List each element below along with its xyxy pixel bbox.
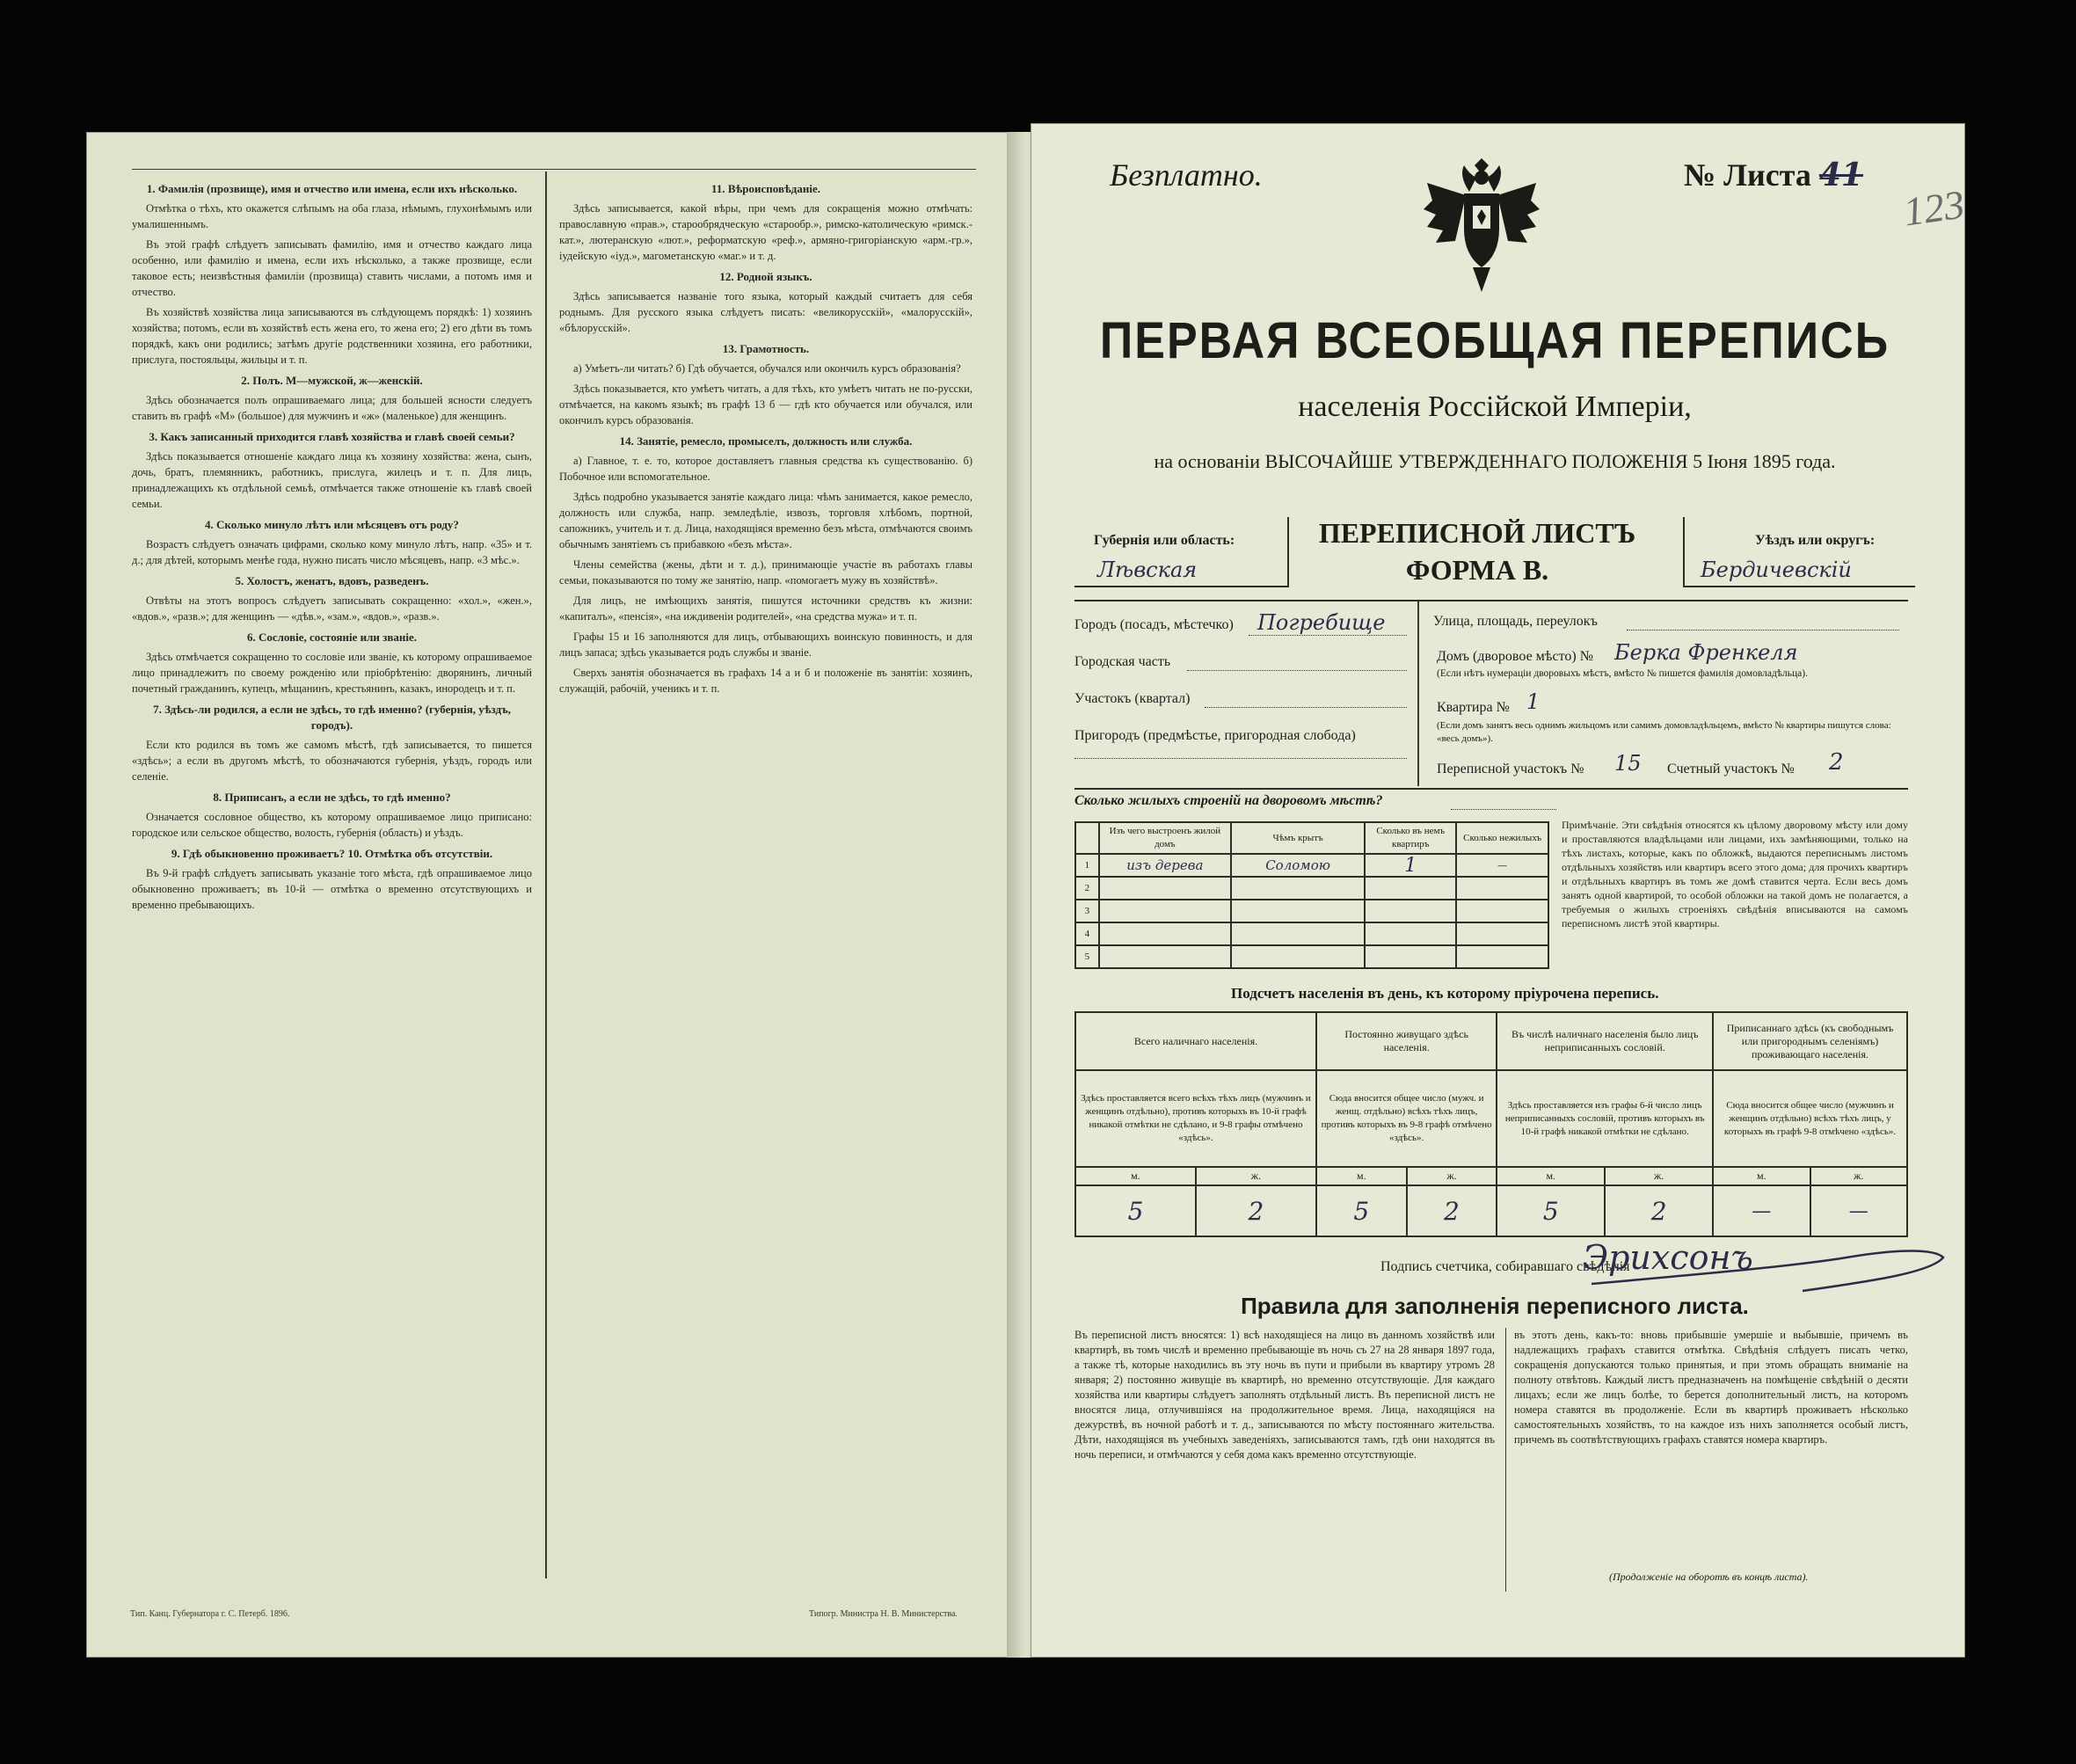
document-subtitle: населенія Россійской Имперіи,	[1298, 390, 1692, 423]
quarter-line	[1205, 707, 1407, 708]
form-letter: ФОРМА В.	[1405, 554, 1549, 586]
building-other: —	[1456, 854, 1548, 877]
pop-value-unregistered-female: 2	[1605, 1185, 1713, 1236]
buildings-header-roof: Чѣмъ крытъ	[1231, 822, 1365, 854]
building-apartments	[1365, 900, 1456, 922]
city-part-label: Городская часть	[1074, 654, 1171, 669]
population-title: Подсчетъ населенія въ день, къ которому пріурочена перепись.	[1231, 985, 1659, 1002]
uezd-label: Уѣздъ или округъ:	[1755, 533, 1876, 548]
apartment-note: (Если домъ занятъ весь однимъ жильцомъ или самимъ домовладѣльцемъ, вмѣсто № квартиры пишутся слова: «весь домъ»).	[1437, 720, 1891, 744]
section-paragraph: Здѣсь записывается, какой вѣры, при чемъ для сокращенія можно отмѣчать: православную «прав.», старообрядческую «старообр.», римско-католическую «римск.-кат.», лютеранскую «лют.», реформатскую «реф.», армяно-григоріанскую «арм.-гр.», іудейскую «іуд.», магометанскую «маг.» и т. д.	[559, 202, 972, 262]
section-paragraph: Графы 15 и 16 заполняются для лицъ, отбывающихъ воинскую повинность, и для лицъ запаса; здѣсь указывается родъ службы и званіе.	[559, 631, 972, 659]
section-heading: 2. Полъ. М—мужской, ж—женскій.	[241, 374, 423, 387]
building-apartments	[1365, 922, 1456, 945]
section-heading: 8. Приписанъ, а если не здѣсь, то гдѣ именно?	[213, 791, 451, 804]
buildings-col-number	[1075, 822, 1099, 854]
apartment-label: Квартира №	[1437, 700, 1510, 715]
count-district-label: Счетный участокъ №	[1667, 762, 1795, 776]
section-heading: 9. Гдѣ обыкновенно проживаетъ? 10. Отмѣтка объ отсутствіи.	[171, 847, 493, 860]
rules-divider	[1505, 1328, 1506, 1592]
building-roof	[1231, 877, 1365, 900]
buildings-header-apartments: Сколько въ немъ квартиръ	[1365, 822, 1456, 854]
section-paragraph: Члены семейства (жены, дѣти и т. д.), принимающіе участіе въ работахъ главы семьи, показываются по тому же занятію, напр. «помогаетъ мужу въ хозяйствѣ».	[559, 558, 972, 587]
building-material	[1099, 922, 1231, 945]
section-paragraph: Здѣсь подробно указывается занятіе каждаго лица: чѣмъ занимается, какое ремесло, должность или служба, напр. земледѣліе, извозъ, торговля хлѣбомъ, портной, сапожникъ, учитель и т. д. Лица, находящіяся временно безъ мѣста, отмѣчаются своимъ обычнымъ занятіемъ съ прибавкою «безъ мѣста».	[559, 491, 972, 550]
building-material: изъ дерева	[1099, 854, 1231, 877]
sex-male-label: м.	[1497, 1167, 1605, 1185]
building-apartments	[1365, 945, 1456, 968]
count-district-value: 2	[1829, 749, 1844, 776]
section-paragraph: Въ 9-й графѣ слѣдуетъ записывать указаніе того мѣста, гдѣ опрашиваемое лицо обыкновенно проживаетъ; въ 10-й — отмѣтка о временно отсутствующихъ и временно пребывающихъ.	[132, 867, 532, 911]
buildings-row	[1075, 922, 1548, 945]
building-roof: Соломою	[1231, 854, 1365, 877]
building-other	[1456, 900, 1548, 922]
census-district-value: 15	[1614, 751, 1642, 776]
pop-header-registered: Приписаннаго здѣсь (къ свободнымъ или пригороднымъ селеніямъ) проживающаго населенія.	[1713, 1012, 1907, 1070]
building-material	[1099, 900, 1231, 922]
pop-header-permanent: Постоянно живущаго здѣсь населенія.	[1316, 1012, 1497, 1070]
buildings-row	[1075, 900, 1548, 922]
section-heading: 14. Занятіе, ремесло, промыселъ, должность или служба.	[619, 434, 913, 448]
row-number: 4	[1075, 922, 1099, 945]
pop-desc-permanent: Сюда вносится общее число (мужч. и женщ. отдѣльно) всѣхъ тѣхъ лицъ, противъ которыхъ въ 9-8 графѣ отмѣчено «здѣсь».	[1316, 1070, 1497, 1167]
building-other	[1456, 922, 1548, 945]
street-line	[1627, 630, 1899, 631]
building-apartments: 1	[1365, 854, 1456, 877]
section-paragraph: Здѣсь показывается отношеніе каждаго лица къ хозяину хозяйства: жена, сынъ, дочь, братъ, племянникъ, работникъ, прислуга, жилецъ и т. п. Для лицъ, принадлежащихъ къ отдѣльной семьѣ, отмѣчается также отношеніе къ главѣ своей семьи.	[132, 450, 532, 510]
sex-female-label: ж.	[1810, 1167, 1908, 1185]
pop-value-registered-female: —	[1810, 1185, 1908, 1236]
section-paragraph: Возрастъ слѣдуетъ означать цифрами, сколько кому минуло лѣтъ, напр. «35» и т. д.; для дѣтей, которымъ менѣе года, нужно писать число мѣсяцевъ, напр. «3 мѣс.».	[132, 538, 532, 566]
street-label: Улица, площадь, переулокъ	[1433, 614, 1598, 629]
gubernia-value: Лѣвская	[1097, 558, 1198, 582]
pop-header-unregistered: Въ числѣ наличнаго населенія было лицъ неприписанныхъ сословій.	[1497, 1012, 1713, 1070]
buildings-row	[1075, 877, 1548, 900]
sheet-number	[1684, 157, 1863, 193]
gubernia-label: Губернія или область:	[1094, 533, 1235, 548]
building-roof	[1231, 945, 1365, 968]
house-note: (Если нѣтъ нумераціи дворовыхъ мѣстъ, вмѣсто № пишется фамилія домовладѣльца).	[1437, 668, 1808, 679]
pop-value-unregistered-male: 5	[1497, 1185, 1605, 1236]
section-heading: 3. Какъ записанный приходится главѣ хозяйства и главѣ своей семьи?	[149, 430, 515, 443]
document-title: ПЕРВАЯ ВСЕОБЩАЯ ПЕРЕПИСЬ	[1099, 312, 1890, 370]
suburb-line	[1074, 758, 1407, 759]
pop-value-registered-male: —	[1713, 1185, 1810, 1236]
section-paragraph: Для лицъ, не имѣющихъ занятія, пишутся источники средствъ къ жизни: «капиталъ», «пенсія», «на иждивеніи родителей», «на средства мужа» и т. п.	[559, 594, 972, 623]
building-material	[1099, 945, 1231, 968]
pop-value-present-female: 2	[1196, 1185, 1316, 1236]
section-heading: 12. Родной языкъ.	[719, 270, 812, 283]
building-other	[1456, 945, 1548, 968]
right-footer-imprint: Типогр. Министра Н. В. Министерства.	[809, 1609, 958, 1619]
signature-value: Эрихсонъ	[1583, 1238, 1753, 1277]
buildings-header-material: Изъ чего выстроенъ жилой домъ	[1099, 822, 1231, 854]
city-part-line	[1187, 670, 1407, 671]
sex-female-label: ж.	[1407, 1167, 1497, 1185]
sex-male-label: м.	[1075, 1167, 1196, 1185]
row-number: 2	[1075, 877, 1099, 900]
sex-female-label: ж.	[1196, 1167, 1316, 1185]
rules-continuation: (Продолженіе на оборотѣ въ концѣ листа).	[1609, 1571, 1809, 1583]
buildings-table	[1074, 821, 1549, 969]
section-heading: 5. Холостъ, женатъ, вдовъ, разведенъ.	[235, 574, 429, 587]
left-column-2	[559, 176, 972, 1583]
quarter-label: Участокъ (квартал)	[1074, 691, 1191, 706]
section-paragraph: Здѣсь записывается названіе того языка, который каждый считаетъ для себя роднымъ. Для русского языка слѣдуетъ писать: «великорусскій», «малорусскій», «бѣлорусскій».	[559, 290, 972, 334]
left-top-rule	[132, 169, 976, 170]
city-value: Погребище	[1257, 610, 1386, 635]
building-apartments	[1365, 877, 1456, 900]
sex-male-label: м.	[1713, 1167, 1810, 1185]
left-footer-imprint: Тип. Канц. Губернатора г. С. Петерб. 1896.	[130, 1609, 290, 1619]
row-number: 5	[1075, 945, 1099, 968]
section-heading: 6. Сословіе, состояніе или званіе.	[246, 631, 418, 644]
pencil-folio-number: 123	[1900, 181, 1968, 235]
buildings-question: Сколько жилыхъ строеній на дворовомъ мѣстѣ?	[1074, 793, 1383, 808]
section-paragraph: Въ этой графѣ слѣдуетъ записывать фамилію, имя и отчество каждаго лица особенно, или фамилію и имена, если ихъ нѣсколько, а также прозвище, если таковое есть; неизвѣстныя фамиліи (прозвища) ставить числами, а потомъ имя и отчество.	[132, 238, 532, 298]
rules-right-column: въ этотъ день, какъ-то: вновь прибывшіе умершіе и выбывшіе, причемъ въ надлежащихъ графахъ ставится отмѣтка. Свѣдѣнія слѣдуетъ писать четко, сокращенія допускаются только принятыя, и при этомъ обращать вниманіе на полноту отвѣтовъ. Каждый листъ предназначенъ на помѣщеніе свѣдѣній о десяти лицахъ; если же лицъ болѣе, то берется дополнительный листъ, на которомъ номера ставятся въ продолженіе. Если въ квартирѣ проживаетъ нѣсколько самостоятельныхъ хозяйствъ, то на каждое изъ нихъ заполняется особый листъ, причемъ въ соотвѣтствующихъ графахъ ставятся номера квартиръ.	[1514, 1329, 1908, 1446]
pop-value-permanent-female: 2	[1407, 1185, 1497, 1236]
uezd-value: Бердичевскій	[1701, 558, 1852, 582]
house-label: Домъ (дворовое мѣсто) №	[1437, 649, 1593, 664]
city-line	[1249, 635, 1407, 636]
pop-desc-unregistered: Здѣсь проставляется изъ графы 6-й число лицъ неприписанныхъ сословій, противъ которыхъ въ 10-й графѣ никакой отмѣтки не сдѣлано.	[1497, 1070, 1713, 1167]
section-heading: 11. Вѣроисповѣданіе.	[711, 182, 820, 195]
sheet-number-handwritten: 41	[1818, 157, 1863, 193]
form-title: ПЕРЕПИСНОЙ ЛИСТЪ	[1318, 517, 1636, 549]
pop-header-present: Всего наличнаго населенія.	[1075, 1012, 1316, 1070]
section-paragraph: Отвѣты на этотъ вопросъ слѣдуетъ записывать сокращенно: «хол.», «жен.», «вдов.», «разв.»; для женщинъ — «дѣв.», «зам.», «вдов.», «разв.».	[132, 594, 532, 623]
suburb-label: Пригородъ (предмѣстье, пригородная слобода)	[1074, 728, 1356, 743]
section-paragraph: Отмѣтка о тѣхъ, кто окажется слѣпымъ на оба глаза, нѣмымъ, глухонѣмымъ или умалишеннымъ.	[132, 202, 532, 230]
buildings-remark: Примѣчаніе. Эти свѣдѣнія относятся къ цѣлому дворовому мѣсту или дому и проставляются владѣльцами или лицами, ихъ замѣняющими, только на тѣхъ листахъ, которые, какъ по обложкѣ, выдаются переписнымъ листомъ отдѣльныхъ хозяйствъ или квартиръ всего этого дома; для прочихъ квартиръ и отдѣльныхъ квартиръ въ томъ же домѣ ставится черта. Если весь домъ занятъ одной квартирой, то особой обложки на такой домъ не полагается, а требуемыя о жилыхъ строеніяхъ свѣдѣнія вписываются на самомъ переписномъ листѣ этой квартиры.	[1562, 819, 1908, 929]
sex-male-label: м.	[1316, 1167, 1407, 1185]
legal-basis-line: на основаніи ВЫСОЧАЙШЕ УТВЕРЖДЕННАГО ПОЛОЖЕНІЯ 5 Іюня 1895 года.	[1154, 450, 1836, 472]
address-divider	[1417, 601, 1419, 786]
buildings-line	[1451, 809, 1556, 810]
buildings-row	[1075, 945, 1548, 968]
buildings-header-other: Сколько нежилыхъ	[1456, 822, 1548, 854]
form-heading	[1293, 514, 1662, 588]
pop-value-permanent-male: 5	[1316, 1185, 1407, 1236]
building-material	[1099, 877, 1231, 900]
pop-desc-present: Здѣсь проставляется всего всѣхъ тѣхъ лицъ (мужчинъ и женщинъ отдѣльно), противъ которыхъ въ 10-й графѣ никакой отмѣтки не сдѣлано, и 9-8 графы отмѣчено «здѣсь».	[1075, 1070, 1316, 1167]
population-table	[1074, 1011, 1908, 1237]
section-paragraph: Здѣсь отмѣчается сокращенно то сословіе или званіе, къ которому опрашиваемое лицо принадлежитъ по своему рожденію или пріобрѣтенію: дворянинъ, личный почетный гражданинъ, купецъ, мѣщанинъ, крестьянинъ, казакъ, инородецъ и т. п.	[132, 651, 532, 695]
building-roof	[1231, 900, 1365, 922]
section-paragraph: Здѣсь обозначается полъ опрашиваемаго лица; для большей ясности следуетъ ставить въ графѣ «М» (большое) для мужчинъ и «ж» (маленькое) для женщинъ.	[132, 394, 532, 422]
free-of-charge-label: Безплатно.	[1110, 157, 1263, 193]
section-heading: 7. Здѣсь-ли родился, а если не здѣсь, то гдѣ именно? (губернія, уѣздъ, городъ).	[153, 703, 511, 732]
section-paragraph: Здѣсь показывается, кто умѣетъ читать, а для тѣхъ, кто умѣетъ читать не по-русски, отмѣчается, на какомъ языкѣ; въ графѣ 13 б — гдѣ кто обучается или обучался, или окончилъ курсъ образованія.	[559, 383, 972, 426]
sex-female-label: ж.	[1605, 1167, 1713, 1185]
section-heading: 1. Фамилія (прозвище), имя и отчество или имена, если ихъ нѣсколько.	[146, 182, 518, 195]
building-other	[1456, 877, 1548, 900]
section-heading: 4. Сколько минуло лѣтъ или мѣсяцевъ отъ роду?	[205, 518, 459, 531]
left-column-divider	[545, 171, 547, 1578]
buildings-row	[1075, 854, 1548, 877]
pop-desc-registered: Сюда вносится общее число (мужчинъ и женщинъ отдѣльно) всѣхъ тѣхъ лицъ, у которыхъ въ графѣ 9-8 отмѣчено «здѣсь».	[1713, 1070, 1907, 1167]
row-number: 3	[1075, 900, 1099, 922]
house-value: Берка Френкеля	[1614, 640, 1798, 665]
building-roof	[1231, 922, 1365, 945]
section-paragraph: Въ хозяйствѣ хозяйства лица записываются въ слѣдующемъ порядкѣ: 1) хозяинъ хозяйства; потомъ, если въ хозяйствѣ есть жена его, то жена его; 2) его дѣти въ томъ порядкѣ, какъ они родились; затѣмъ другіе родственники хозяина, его работники, прислуга, постояльцы, жильцы и т. п.	[132, 306, 532, 366]
left-column-1	[132, 176, 532, 1583]
section-paragraph: а) Умѣетъ-ли читать? б) Гдѣ обучается, обучался или окончилъ курсъ образованія?	[573, 362, 961, 375]
section-paragraph: Означается сословное общество, къ которому опрашиваемое лицо приписано: городское или сельское общество, волость, губернія (область) и уѣздъ.	[132, 811, 532, 839]
pop-value-present-male: 5	[1075, 1185, 1196, 1236]
section-paragraph: Сверхъ занятія обозначается въ графахъ 14 а и б и положеніе въ занятіи: хозяинъ, служащій, рабочій, ученикъ и т. п.	[559, 667, 972, 695]
rules-left-column: Въ переписной листъ вносятся: 1) всѣ находящіеся на лицо въ данномъ хозяйствѣ или квартирѣ, въ томъ числѣ и временно пребывающіе въ ночь съ 27 на 28 января 1897 года, а также тѣ, которые находились въ эту ночь въ пути и прибыли въ квартиру утромъ 28 января; 2) постоянно живущіе въ квартирѣ, но временно отсутствующіе. Для каждаго хозяйства или квартиры слѣдуетъ заполнять отдѣльный листъ. Въ переписной листъ не вносятся лица, отлучившіяся на продолжительное время. Лица, находящіяся на дежурствѣ, въ ночной работѣ и т. д., записываются по мѣсту постояннаго жительства. Дѣти, находящіяся въ учебныхъ заведеніяхъ, записываются тамъ, гдѣ они находятся въ ночь переписи, и отмѣчаются у себя дома какъ временно отсутствующіе.	[1074, 1329, 1495, 1461]
sheet-number-label: № Листа	[1684, 157, 1811, 193]
city-label: Городъ (посадъ, мѣстечко)	[1074, 617, 1234, 632]
double-headed-eagle-emblem	[1420, 157, 1543, 297]
signature-label: Подпись счетчика, собиравшаго свѣдѣнія	[1380, 1259, 1630, 1274]
census-district-label: Переписной участокъ №	[1437, 762, 1584, 776]
section-paragraph: а) Главное, т. е. то, которое доставляетъ главныя средства къ существованію. б) Побочное или вспомогательное.	[559, 455, 972, 483]
rules-title: Правила для заполненія переписного листа.	[1241, 1293, 1749, 1319]
row-number: 1	[1075, 854, 1099, 877]
section-heading: 13. Грамотность.	[722, 342, 810, 355]
section-paragraph: Если кто родился въ томъ же самомъ мѣстѣ, гдѣ записывается, то пишется «здѣсь»; а если въ другомъ мѣстѣ, то обозначаются губернія, уѣздъ, городъ или селеніе.	[132, 739, 532, 783]
apartment-value: 1	[1526, 689, 1541, 714]
